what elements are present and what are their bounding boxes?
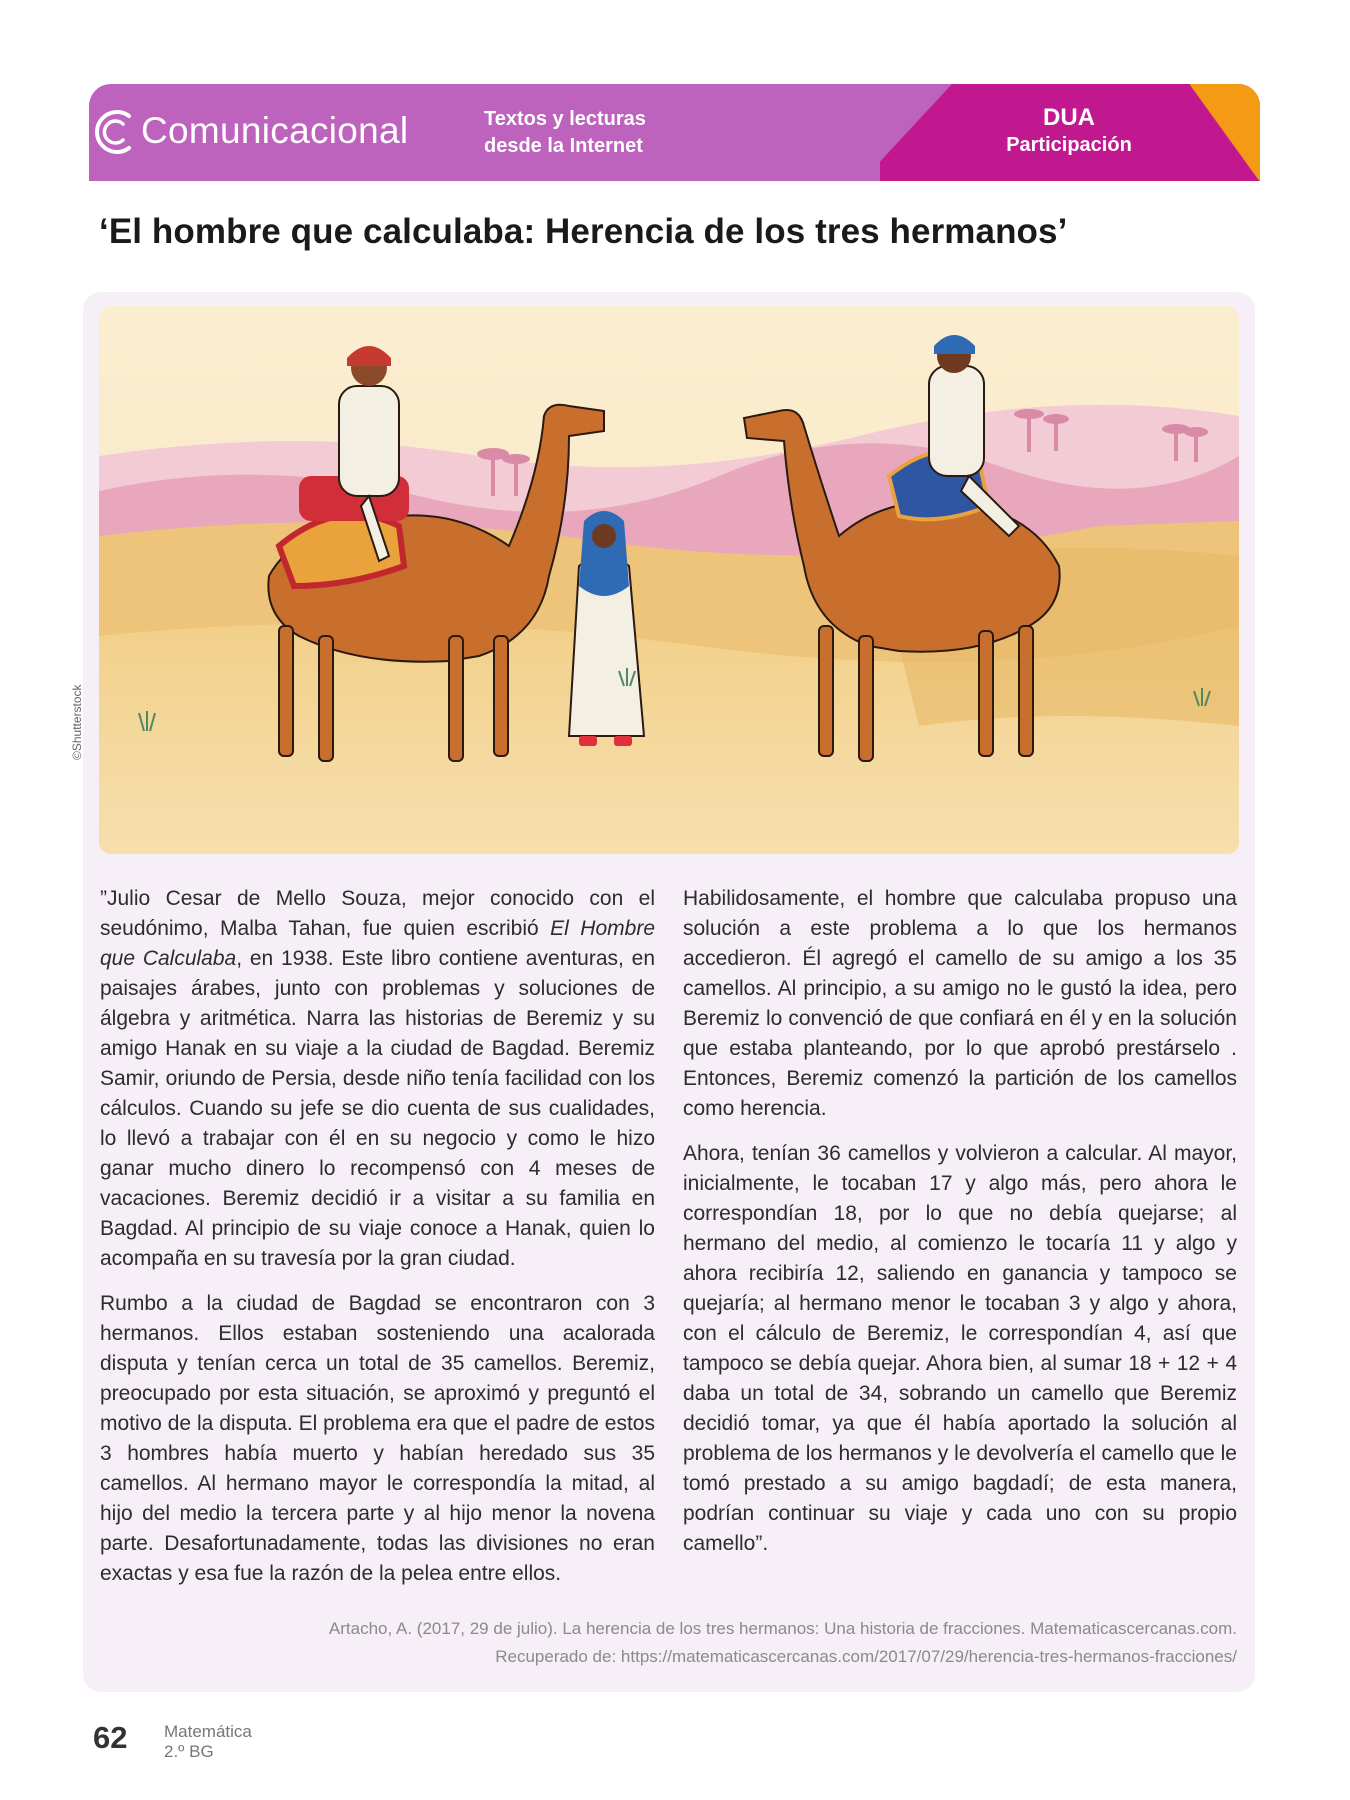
image-credit: ©Shutterstock: [70, 684, 84, 760]
article-left-column: [100, 884, 655, 1604]
subject-name: Matemática: [164, 1722, 252, 1741]
paragraph: Ahora, tenían 36 camellos y volvieron a calcular. Al mayor, inicialmente, le tocaban 17 y algo más, pero ahora le correspondían 18, por lo que no debía quejarse; al hermano del medio, al comienzo le tocaría 11 y algo y ahora recibiría 12, saliendo en ganancia y tampoco se quejaría; al hermano menor le tocaban 3 y algo y ahora, con el cálculo de Beremiz, le correspondían 4, así que tampoco se debía quejar. Ahora bien, al sumar 18 + 12 + 4 daba un total de 34, sobrando un camello que Beremiz decidió tomar, ya que él había aportado la solución al problema de los hermanos y le devolvería el camello que le tomó prestado a su amigo bagdadí; de esta manera, podrían continuar su viaje y cada uno con su propio camello”.: [683, 1142, 1237, 1555]
banner-slant: [862, 84, 952, 181]
page-title: ‘El hombre que calculaba: Herencia de los tres hermanos’: [99, 212, 1068, 251]
citation-line-2: Recuperado de: https://matematicascercanas.com/2017/07/29/herencia-tres-hermanos-fracciones/: [495, 1647, 1237, 1666]
citation-line-1: Artacho, A. (2017, 29 de julio). La herencia de los tres hermanos: Una historia de fracciones. Matematicascercanas.com.: [328, 1619, 1237, 1638]
brand-name: Comunicacional: [141, 110, 409, 151]
section-banner: [89, 84, 1260, 181]
subtitle-line-1: Textos y lecturas: [484, 108, 646, 130]
dua-title: DUA: [1043, 104, 1095, 131]
subtitle-line-2: desde la Internet: [484, 135, 643, 157]
orange-corner: [1190, 84, 1260, 181]
paragraph: ”Julio Cesar de Mello Souza, mejor conocido con el seudónimo, Malba Tahan, fue quien escribió El Hombre que Calculaba, en 1938. Este libro contiene aventuras, en paisajes árabes, junto con problemas y soluciones de álgebra y aritmética. Narra las historias de Beremiz y su amigo Hanak en su viaje a la ciudad de Bagdad. Beremiz Samir, oriundo de Persia, desde niño tenía facilidad con los cálculos. Cuando su jefe se dio cuenta de sus cualidades, lo llevó a trabajar con él en su negocio y como le hizo ganar mucho dinero lo recompensó con 4 meses de vacaciones. Beremiz decidió ir a visitar a su familia en Bagdad. Al principio de su viaje conoce a Hanak, quien lo acompaña en su travesía por la gran ciudad.: [100, 887, 655, 1270]
page-number: 62: [93, 1720, 128, 1755]
comunicacional-logo-icon: [91, 104, 137, 160]
paragraph: Rumbo a la ciudad de Bagdad se encontraron con 3 hermanos. Ellos estaban sosteniendo una acalorada disputa y tenían cerca un total de 35 camellos. Beremiz, preocupado por esta situación, se aproximó y preguntó el motivo de la disputa. El problema era que el padre de estos 3 hombres había muerto y habían heredado sus 35 camellos. Al hermano mayor le correspondía la mitad, al hijo del medio la tercera parte y al hijo menor la novena parte. Desafortunadamente, todas las divisiones no eran exactas y esa fue la razón de la pelea entre ellos.: [100, 1292, 655, 1585]
article-right-column: [683, 884, 1237, 1574]
desert-camels-illustration: [99, 306, 1239, 854]
subject-label: [164, 1722, 252, 1762]
paragraph: Habilidosamente, el hombre que calculaba propuso una solución a este problema a lo que los hermanos accedieron. Él agregó el camello de su amigo a los 35 camellos. Al principio, a su amigo no le gustó la idea, pero Beremiz lo convenció de que confiará en él y en la solución que estaba planteando, por lo que aprobó prestárselo . Entonces, Beremiz comenzó la partición de los camellos como herencia.: [683, 887, 1237, 1120]
banner-subtitle: [484, 106, 646, 160]
dua-subtitle: Participación: [1006, 134, 1132, 156]
grade-level: 2.º BG: [164, 1742, 214, 1761]
citation: [200, 1615, 1237, 1671]
book-title: El Hombre que Calculaba: [100, 917, 655, 970]
dua-label: [979, 104, 1159, 158]
